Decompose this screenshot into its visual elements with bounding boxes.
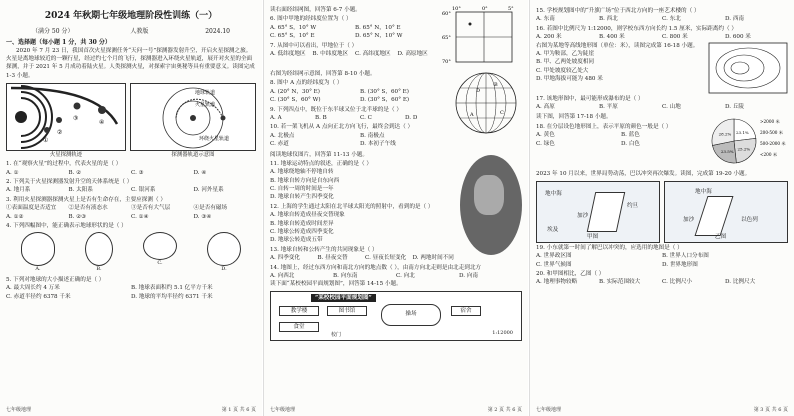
q14-option-b[interactable]: B. 向东南 [333, 272, 358, 279]
exam-title: 2024 年秋期七年级地理阶段性训练（一） [44, 11, 218, 21]
q3-options [6, 213, 256, 221]
q16-option-b[interactable]: B. 400 米 [599, 34, 625, 41]
q12-option-a[interactable]: A. 地球自转造成昼夜交替现象 [270, 212, 345, 219]
q16-option-c[interactable]: C. 800 米 [662, 34, 688, 41]
orbit-schematic [131, 84, 255, 150]
svg-text:65°: 65° [442, 35, 451, 41]
question-17: 17. 该地形图中，最可能形成瀑布的是（ ） [536, 95, 644, 102]
figure-caption-1: 火星探测轨迹 [49, 152, 83, 159]
map-yi: 地中海 加沙 以色列 乙图 [664, 181, 788, 243]
q18-option-d[interactable]: D. 白色 [621, 140, 641, 147]
question-7: 7. 从图中可以看出，甲地位于（ ） [270, 42, 358, 49]
q15-options [536, 15, 788, 23]
svg-text:②: ② [57, 129, 63, 137]
q6-options [270, 24, 440, 41]
map-banner: “某校校园平面规划图” [311, 294, 376, 302]
q7-options [270, 50, 440, 58]
globe-grid [450, 70, 522, 136]
q19-option-b[interactable]: B. 世界人口分布图 [662, 253, 709, 260]
q5-options [6, 284, 256, 301]
q2-option-c[interactable]: C. 银河系 [131, 187, 156, 194]
svg-text:③: ③ [73, 115, 79, 123]
q9-options [270, 114, 450, 122]
contour-option-c[interactable]: C. 甲处坡度较乙处大 [536, 67, 589, 74]
q7-option-d[interactable]: D. 高原地区 [397, 50, 428, 57]
q8-option-a[interactable]: A. (20° N，30° E) [270, 88, 320, 95]
q19-options [536, 252, 788, 269]
q5-option-c[interactable]: C. 赤道半径约 6378 千米 [6, 293, 71, 300]
intro-q6: 读右面经纬网图，回答第 6-7 小题。 [270, 7, 361, 13]
q7-option-c[interactable]: C. 高纬度地区 [355, 50, 391, 57]
q19-option-d[interactable]: D. 世界地形图 [662, 261, 698, 268]
q10-option-c[interactable]: C. 赤道 [270, 141, 289, 148]
question-8: 8. 图中 A 点的经纬度为（ ） [270, 80, 343, 87]
q1-option-c[interactable]: C. ③ [131, 169, 144, 176]
q17-option-d[interactable]: D. 丘陵 [725, 103, 745, 110]
svg-text:0°: 0° [482, 6, 488, 12]
question-12: 12. 上海的学生通过太阳在北半球太阳光的照射中，看到的是（ ） [270, 203, 434, 210]
q8-option-d[interactable]: D. (30° S，60° E) [360, 97, 410, 104]
q18-options [536, 131, 706, 148]
question-19: 19. 小东就第一时间了解巴以冲突的，应选用的地图是（ ） [536, 244, 683, 251]
svg-text:B: B [494, 82, 498, 88]
point-jia [469, 23, 472, 26]
question-16: 16. 若图中比例尺为 1:12000，则学校东西方向长约 1.5 厘米，实际距离约（ ） [536, 25, 737, 32]
label-mars-ring-orbit: 环绕火星轨道 [199, 136, 230, 143]
q19-option-a[interactable]: A. 世界政区图 [536, 253, 572, 260]
label-mars-orbit: 火星轨道 [195, 102, 216, 109]
q9-option-a[interactable]: A. A [270, 114, 282, 121]
svg-text:④: ④ [99, 119, 105, 127]
exam-page-3 [530, 0, 794, 416]
q18-option-a[interactable]: A. 黄色 [536, 132, 555, 139]
q17-option-a[interactable]: A. 高原 [536, 103, 555, 110]
svg-text:A: A [470, 112, 474, 118]
lat-long-grid [442, 6, 522, 68]
q10-option-a[interactable]: A. 北极点 [270, 132, 295, 139]
q6-option-a[interactable]: A. 65° S，10° W [270, 24, 317, 31]
q13-options [270, 254, 460, 262]
q6-option-c[interactable]: C. 65° S，10° E [270, 33, 315, 40]
q5-option-a[interactable]: A. 最大周长约 4 万米 [6, 285, 60, 292]
q3-condition-2: ②是否有液态水 [68, 205, 108, 212]
q13-option-d[interactable]: D. 两地时间不同 [412, 255, 454, 262]
elevation-pie-chart [708, 113, 788, 169]
q2-option-b[interactable]: B. 太阳系 [68, 187, 93, 194]
question-18: 18. 在分层设色地形图上，表示平原的颜色一般是（ ） [536, 123, 672, 130]
q11-option-a[interactable]: A. 地球绕地轴不停地自转 [270, 169, 334, 176]
q9-option-b[interactable]: B. B [315, 114, 327, 121]
figure-orbit-trajectory [6, 83, 126, 159]
intro-q15: 读下面“某校校园平面规划图”，回答第 14-15 小题。 [270, 281, 402, 288]
svg-text:①: ① [43, 137, 49, 145]
svg-text:60°: 60° [442, 11, 451, 17]
q10-options [270, 132, 450, 149]
q12-option-d[interactable]: D. 地球公转造成五带 [270, 237, 323, 244]
intro-contour: 右图为某地等高线地形图（单位：米），读图完成第 16-18 小题。 [536, 42, 699, 49]
q12-option-b[interactable]: B. 地球自转造成时间差异 [270, 220, 334, 227]
q1-option-d[interactable]: D. ④ [193, 169, 207, 176]
q10-option-b[interactable]: B. 南极点 [360, 132, 385, 139]
q15-option-c[interactable]: C. 东北 [662, 16, 681, 23]
globe-photo [460, 155, 522, 255]
score-label: （满分 50 分） [32, 27, 74, 35]
contour-option-a[interactable]: A. 甲为鞍部，乙为陡崖 [536, 50, 594, 57]
q7-option-b[interactable]: B. 中纬度地区 [312, 50, 349, 57]
intro-q18: 读下图，回答第 17-18 小题。 [536, 114, 612, 121]
svg-text:70°: 70° [442, 59, 451, 65]
q14-option-c[interactable]: C. 向北 [396, 272, 415, 279]
question-4: 4. 下列四幅图中，能正确表示地球形状的是（ ） [6, 222, 127, 229]
q15-option-d[interactable]: D. 西南 [725, 16, 745, 23]
q17-options [536, 103, 788, 111]
campus-map: “某校校园平面规划图” 教学楼 图书馆 操场 宿舍 食堂 校门 1:12000 [270, 291, 522, 341]
exam-page-1 [0, 0, 262, 416]
svg-text:10°: 10° [452, 6, 461, 12]
contour-option-b[interactable]: B. 甲、乙两处坡度相同 [536, 59, 595, 66]
q14-options [270, 272, 522, 280]
question-15: 15. 学校规划图中的“升旗广场”位于西北方向的一座艺术楼的（ ） [536, 8, 700, 14]
q8-option-b[interactable]: B. (30° S，60° E) [360, 88, 409, 95]
q5-option-d[interactable]: D. 地球的平均半径约 6371 千米 [131, 293, 213, 300]
pie-value-0: 23.1% [736, 130, 749, 136]
q8-options [270, 88, 450, 105]
q16-option-d[interactable]: D. 600 米 [725, 34, 751, 41]
label-earth-orbit: 地球轨道 [195, 90, 216, 97]
q18-option-c[interactable]: C. 绿色 [536, 140, 555, 147]
question-20: 20. 和甲图相比，乙图（ ） [536, 270, 605, 277]
pie-label-1: 200-500 米 [760, 130, 783, 136]
exam-page-2 [264, 0, 528, 416]
svg-text:5°: 5° [508, 6, 514, 12]
intro-q19: 2023 年 10 月以来，世界局势动荡，巴以冲突再次爆发。读图，完成第 19-20 小题。 [536, 171, 751, 178]
q17-option-c[interactable]: C. 山地 [662, 103, 681, 110]
q19-option-c[interactable]: C. 世界气候图 [536, 261, 572, 268]
q18-option-b[interactable]: B. 蓝色 [621, 132, 640, 139]
q4-figure-d[interactable]: D. [207, 232, 241, 274]
question-3: 3. 利用火星探测器探测火星上是否有生命存在，主要应探测（ ） [6, 196, 166, 203]
figure-row [6, 83, 256, 159]
q20-options [536, 278, 788, 286]
q6-option-d[interactable]: D. 65° N，10° W [355, 33, 403, 40]
question-5: 5. 下列对地球的大小描述正确的是（ ） [6, 276, 105, 283]
q5-option-b[interactable]: B. 地球表面积约 5.1 亿平方千米 [131, 285, 213, 292]
q3-option-d[interactable]: D. ③④ [193, 213, 212, 220]
intro-q11: 阅读地球仪图片，回答第 11-13 小题。 [270, 151, 368, 158]
q4-figures [6, 232, 256, 274]
q16-options [536, 33, 788, 41]
page-footer-3: 七年级地理 第 3 页 共 6 页 [536, 406, 788, 413]
q2-options [6, 186, 256, 194]
q11-option-b[interactable]: B. 地球自转方向是自东向西 [270, 177, 340, 184]
intro-q8: 右图为经纬网示意图，回答第 8-10 小题。 [270, 71, 376, 77]
svg-text:C: C [500, 110, 504, 116]
question-10: 10. 若一架飞机从 A 点向正北方向飞行，最终会到达（ ） [270, 124, 414, 131]
q3-option-a[interactable]: A. ①② [6, 213, 24, 220]
svg-text:D: D [476, 88, 481, 94]
intro-paragraph: 2020 年 7 月 23 日，我国首次火星探测任务“天问一号”探测器发射升空，开启火星探测之旅。火星是离地球较近的一颗行星，经过约七个月的飞行，探测器进入环绕火星轨道，展开对火星的全面探测，并于 2021 年 5 月成功着陆火星。人类探测火星，对探索宇宙奥秘等具有重要意义。读图完成 1-3 小题。 [6, 47, 255, 79]
pie-label-2: 500-2000 米 [760, 141, 786, 147]
map-pair [536, 181, 788, 243]
q20-option-c[interactable]: C. 比例尺小 [662, 279, 693, 286]
q3-option-b[interactable]: B. ②③ [68, 213, 87, 220]
q1-option-b[interactable]: B. ② [68, 169, 82, 176]
q1-option-a[interactable]: A. ① [6, 169, 19, 176]
question-11: 11. 地球运动特点的叙述，正确的是（ ） [270, 160, 372, 167]
q17-option-b[interactable]: B. 平原 [599, 103, 618, 110]
q14-option-d[interactable]: D. 向南 [459, 272, 479, 279]
q14-option-a[interactable]: A. 向西北 [270, 272, 295, 279]
q4-figure-a[interactable]: A. [21, 232, 55, 274]
section-heading: 一、选择题（每小题 1 分，共 30 分） [6, 38, 111, 46]
exam-meta [6, 27, 256, 36]
pie-label-3: <200 米 [760, 152, 778, 158]
question-6: 6. 图中甲地的经纬度位置为（ ） [270, 16, 352, 23]
figure-orbit-schematic [130, 83, 256, 159]
q7-option-a[interactable]: A. 低纬度地区 [270, 50, 306, 57]
q13-option-c[interactable]: C. 昼夜长短变化 [365, 255, 407, 262]
page-footer-2: 七年级地理 第 2 页 共 6 页 [270, 406, 522, 413]
question-9: 9. 下列四点中，既位于东半球又位于北半球的是（ ） [270, 106, 402, 113]
page-footer-1: 七年级地理 第 1 页 共 6 页 [6, 406, 256, 413]
question-14: 14. 地图上，经过东西方向和南北方向的地点数（ ），由南方向北走则是由北走到北方 [270, 264, 482, 271]
question-1: 1. 在“观察火星”的过程中，代表火星的是（ ） [6, 161, 122, 168]
q4-figure-b[interactable]: B. [85, 232, 113, 274]
q15-option-a[interactable]: A. 东南 [536, 16, 555, 23]
contour-option-d[interactable]: D. 甲地海拔可能为 480 米 [536, 76, 603, 83]
q9-option-d[interactable]: D. D [405, 114, 418, 121]
q3-condition-3: ③是否有大气层 [131, 205, 171, 212]
orbit-diagram [7, 84, 125, 150]
q4-figure-c[interactable]: C. [143, 232, 177, 274]
pie-label-0: >2000 米 [760, 119, 780, 125]
q3-option-c[interactable]: C. ①④ [131, 213, 149, 220]
q1-options [6, 169, 256, 177]
q10-option-d[interactable]: D. 本初子午线 [360, 141, 396, 148]
q3-conditions [6, 204, 256, 212]
q13-option-a[interactable]: A. 四季变化 [270, 255, 300, 262]
q20-option-a[interactable]: A. 地理事物较略 [536, 279, 578, 286]
q11-option-d[interactable]: D. 地球自转产生四季变化 [270, 194, 334, 201]
date-label: 2024.10 [205, 27, 230, 35]
q8-option-c[interactable]: C. (30° S，60° W) [270, 97, 321, 104]
pie-value-1: 25.2% [737, 146, 751, 152]
q9-option-c[interactable]: C. C [360, 114, 372, 121]
q2-option-d[interactable]: D. 河外星系 [193, 187, 224, 194]
contour-map [708, 42, 788, 94]
question-2: 2. 下列关于火星探测器发射升空的天体系统是（ ） [6, 178, 133, 185]
q20-option-b[interactable]: B. 实际范围较大 [599, 279, 641, 286]
q15-option-b[interactable]: B. 西北 [599, 16, 618, 23]
q20-option-d[interactable]: D. 比例尺大 [725, 279, 756, 286]
q3-condition-4: ④是否有磁场 [193, 205, 228, 212]
pie-value-3: 28.2% [718, 131, 732, 137]
question-13: 13. 地球自转和公转产生的共同现象是（ ） [270, 246, 378, 253]
q12-option-c[interactable]: C. 地球公转造成四季变化 [270, 229, 334, 236]
pie-value-2: 23.5% [720, 149, 734, 155]
map-scale: 1:12000 [492, 329, 513, 336]
q11-option-c[interactable]: C. 自转一周的时间是一年 [270, 186, 334, 193]
q6-option-b[interactable]: B. 65° N，10° E [355, 24, 401, 31]
q16-option-a[interactable]: A. 200 米 [536, 34, 562, 41]
q3-condition-1: ①表面温度是否适宜 [6, 205, 57, 212]
sun-shape [15, 111, 27, 123]
figure-caption-2: 探测器轨道示意图 [171, 152, 215, 159]
map-jia: 地中海 加沙 约旦 埃及 甲图 [536, 181, 660, 243]
edition-label: 人教版 [130, 27, 149, 35]
q2-option-a[interactable]: A. 地月系 [6, 187, 31, 194]
q13-option-b[interactable]: B. 昼夜交替 [317, 255, 348, 262]
